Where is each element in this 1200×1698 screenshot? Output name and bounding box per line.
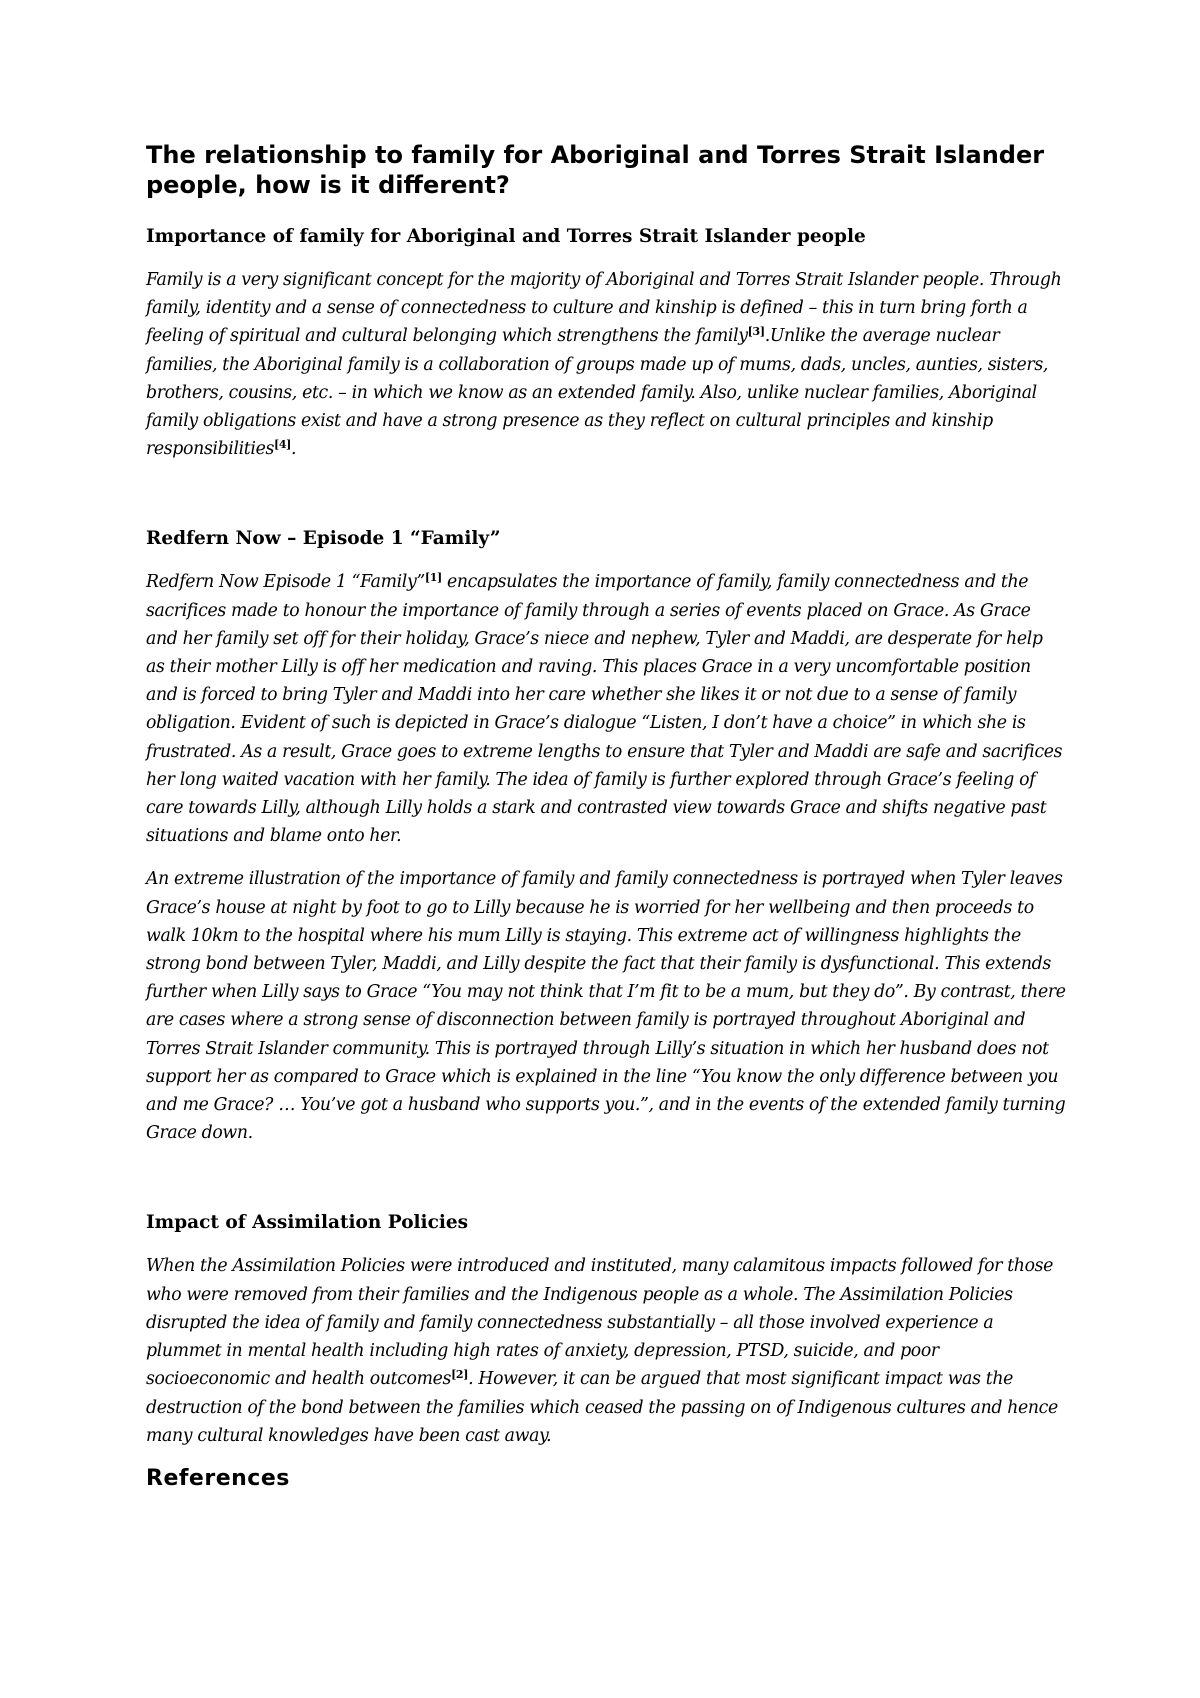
spacer: [146, 478, 1066, 526]
footnote-ref-3[interactable]: [3]: [747, 325, 765, 339]
paragraph-importance: [146, 266, 1066, 463]
section-heading-redfern: Redfern Now – Episode 1 “Family”: [146, 528, 501, 550]
text-run: .Unlike the average nuclear families, the Aboriginal family is a collaboration of groups made up of mums, dads, uncles, aunties, sisters, brothers, cousins, etc. – in which we know as an extended family. Also, unlike nuclear families, Aboriginal family obligations exist and have a strong presence as they reflect on cultural principles and kinship responsibilities: [146, 326, 1049, 460]
footnote-ref-2[interactable]: [2]: [451, 1368, 469, 1382]
paragraph-redfern-1: [146, 568, 1066, 850]
section-heading-importance: Importance of family for Aboriginal and Torres Strait Islander people: [146, 226, 866, 247]
footnote-ref-1[interactable]: [1]: [424, 571, 442, 585]
footnote-ref-4[interactable]: [4]: [273, 438, 291, 452]
text-run: .: [290, 439, 297, 460]
text-run: Family is a very significant concept for the majority of Aboriginal and Torres Strait Islander people. Through family, identity and a sense of connectedness to culture and kinship is defined – this in turn bring forth a feeling of spiritual and cultural belonging which strengthens the family: [146, 270, 1062, 347]
text-run: . However, it can be argued that most significant impact was the destruction of the bond between the families which ceased the passing on of Indigenous cultures and hence many cultural knowledges have been cast away.: [146, 1369, 1058, 1446]
references-heading: References: [146, 1465, 290, 1491]
document-page: [146, 140, 1066, 1493]
spacer: [146, 1162, 1066, 1210]
text-run: When the Assimilation Policies were introduced and instituted, many calamitous impacts followed for those who were removed from their families and the Indigenous people as a whole. The Assimilation Policies disrupted the idea of family and family connectedness substantially – all those involved experience a plummet in mental health including high rates of anxiety, depression, PTSD, suicide, and poor socioeconomic and health outcomes: [146, 1256, 1054, 1390]
text-run: Redfern Now Episode 1 “Family”: [146, 572, 425, 593]
text-run: encapsulates the importance of family, family connectedness and the sacrifices made to honour the importance of family through a series of events placed on Grace. As Grace and her family set off for their holiday, Grace’s niece and nephew, Tyler and Maddi, are desperate for help as their mother Lilly is off her medication and raving. This places Grace in a very uncomfortable position and is forced to bring Tyler and Maddi into her care whether she likes it or not due to a sense of family obligation. Evident of such is depicted in Grace’s dialogue “Listen, I don’t have a choice” in which she is frustrated. As a result, Grace goes to extreme lengths to ensure that Tyler and Maddi are safe and sacrifices her long waited vacation with her family. The idea of family is further explored through Grace’s feeling of care towards Lilly, although Lilly holds a stark and contrasted view towards Grace and shifts negative past situations and blame onto her.: [146, 572, 1063, 847]
paragraph-redfern-2: An extreme illustration of the importance of family and family connectedness is portrayed when Tyler leaves Grace’s house at night by foot to go to Lilly because he is worried for her wellbeing and then proceeds to walk 10km to the hospital where his mum Lilly is staying. This extreme act of willingness highlights the strong bond between Tyler, Maddi, and Lilly despite the fact that their family is dysfunctional. This extends further when Lilly says to Grace “You may not think that I’m fit to be a mum, but they do”. By contrast, there are cases where a strong sense of disconnection between family is portrayed throughout Aboriginal and Torres Strait Islander community. This is portrayed through Lilly’s situation in which her husband does not support her as compared to Grace which is explained in the line “You know the only difference between you and me Grace? … You’ve got a husband who supports you.”, and in the events of the extended family turning Grace down.: [146, 869, 1066, 1144]
document-title: The relationship to family for Aboriginal and Torres Strait Islander people, how is it different?: [146, 141, 1045, 199]
paragraph-assimilation: [146, 1252, 1066, 1449]
section-heading-assimilation: Impact of Assimilation Policies: [146, 1212, 469, 1234]
